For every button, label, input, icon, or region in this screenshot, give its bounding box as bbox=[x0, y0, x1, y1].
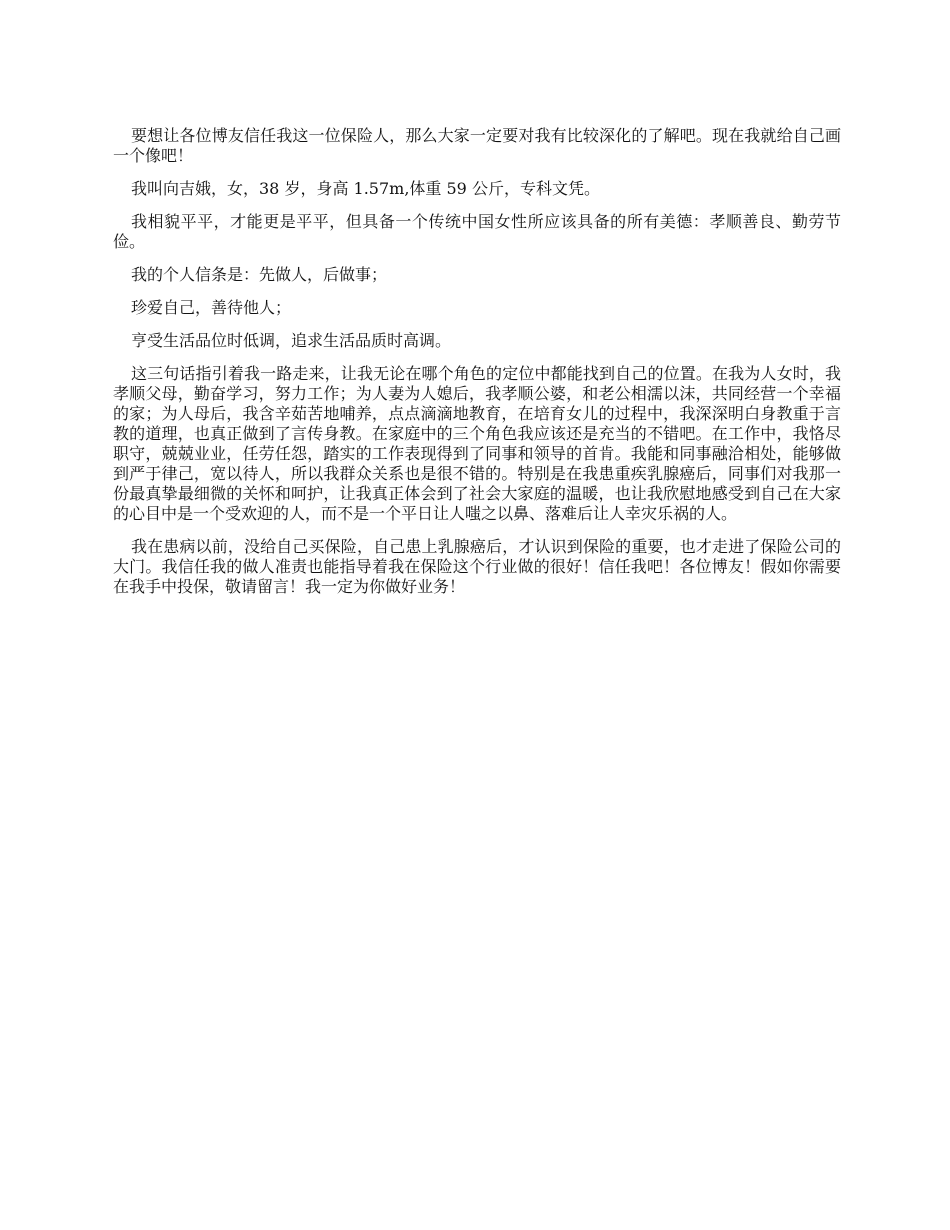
paragraph-personal-info: 我叫向吉娥，女，38 岁，身高 1.57m,体重 59 公斤，专科文凭。 bbox=[131, 179, 600, 198]
paragraph-life-roles: 这三句话指引着我一路走来，让我无论在哪个角色的定位中都能找到自己的位置。在我为人女时，我孝顺父母，勤奋学习，努力工作；为人妻为人媳后，我孝顺公婆，和老公相濡以沫，共同经营一个幸福的家；为人母后，我含辛茹苦地哺养，点点滴滴地教育，在培育女儿的过程中，我深深明白身教重于言教的道理，也真正做到了言传身教。在家庭中的三个角色我应该还是充当的不错吧。在工作中，我恪尽职守，兢兢业业，任劳任怨，踏实的工作表现得到了同事和领导的首肯。我能和同事融洽相处，能够做到严于律己，宽以待人，所以我群众关系也是很不错的。特别是在我患重疾乳腺癌后，同事们对我那一份最真挚最细微的关怀和呵护，让我真正体会到了社会大家庭的温暖，也让我欣慰地感受到自己在大家的心目中是一个受欢迎的人，而不是一个平日让人嗤之以鼻、落难后让人幸灾乐祸的人。 bbox=[113, 364, 841, 523]
paragraph-character: 我相貌平平，才能更是平平，但具备一个传统中国女性所应该具备的所有美德：孝顺善良、勤劳节俭。 bbox=[113, 212, 841, 251]
document-body bbox=[113, 126, 841, 610]
paragraph-motto-2: 珍爱自己，善待他人； bbox=[131, 298, 292, 317]
paragraph-intro: 要想让各位博友信任我这一位保险人，那么大家一定要对我有比较深化的了解吧。现在我就给自己画一个像吧！ bbox=[113, 126, 841, 165]
paragraph-insurance: 我在患病以前，没给自己买保险，自己患上乳腺癌后，才认识到保险的重要，也才走进了保险公司的大门。我信任我的做人准责也能指导着我在保险这个行业做的很好！信任我吧！各位博友！假如你需要在我手中投保，敬请留言！我一定为你做好业务！ bbox=[113, 537, 841, 596]
paragraph-motto-1: 我的个人信条是：先做人，后做事； bbox=[131, 265, 388, 284]
paragraph-motto-3: 亨受生活品位时低调，追求生活品质时高调。 bbox=[131, 331, 452, 350]
